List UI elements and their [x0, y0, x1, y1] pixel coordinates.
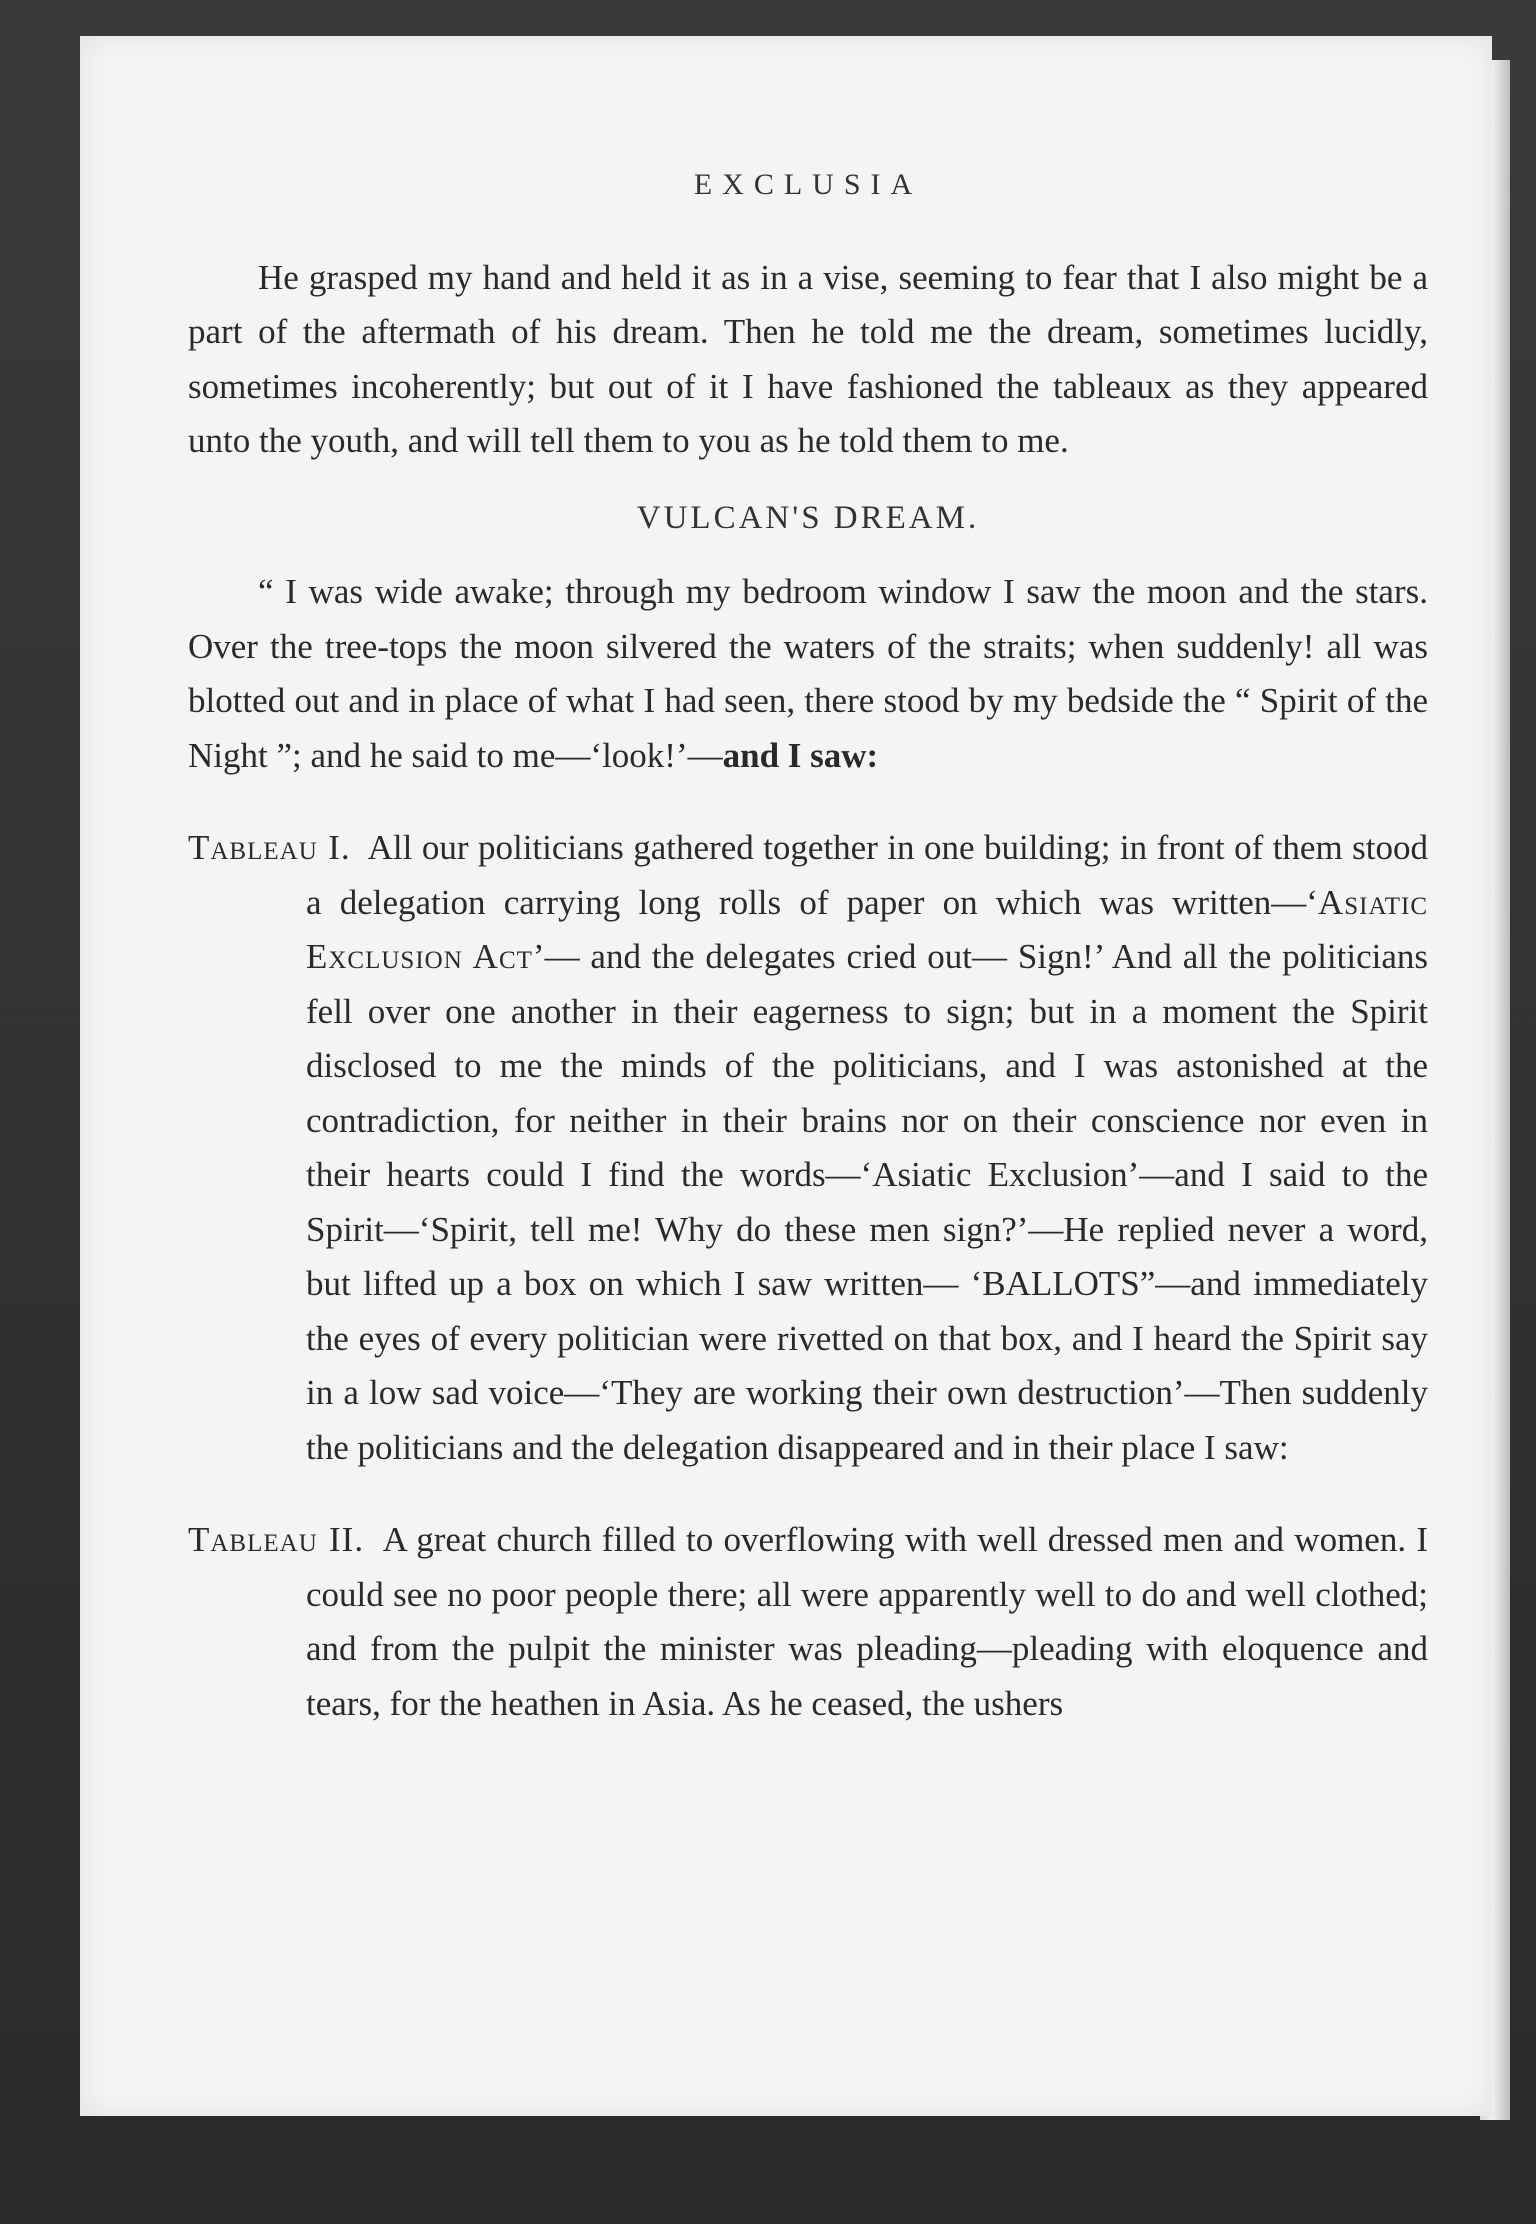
intro-paragraph: He grasped my hand and held it as in a vise, seeming to fear that I also might be a part of the aftermath of his dream. Then he told me the dream, sometimes lucidly, sometimes incoherently; but out of it I have fashioned the tableaux as they appeared unto the youth, and will tell them to you as he told them to me.	[188, 257, 1428, 460]
tableau-2-label: Tableau II.	[188, 1520, 365, 1559]
tableau-2	[188, 1513, 1428, 1731]
dream-paragraph	[188, 565, 1428, 783]
running-head: EXCLUSIA	[693, 168, 923, 201]
book-page	[80, 36, 1492, 2116]
dream-paragraph-end: and I saw:	[722, 735, 879, 775]
tableau-1-label: Tableau I.	[188, 828, 351, 867]
tableau-1-text-a: All our politicians gathered together in one building; in front of them stood a delegation carrying long rolls of paper on which was written—‘	[306, 828, 1428, 922]
tableau-1-act-name: Asiatic Exclusion Act	[306, 882, 1428, 976]
section-title: VULCAN'S DREAM.	[636, 499, 980, 536]
dream-paragraph-text: “ I was wide awake; through my bedroom window I saw the moon and the stars. Over the tree-tops the moon silvered the waters of the straits; when suddenly! all was blotted out and in place of what I had seen, there stood by my bedside the “ Spirit of the Night ”; and he said to me—‘look!’—	[188, 572, 1428, 775]
tableau-1	[188, 821, 1428, 1475]
tableau-1-text-b: ’— and the delegates cried out— Sign!’ And all the politicians fell over one another in their eagerness to sign; but in a moment the Spirit disclosed to me the minds of the politicians, and I was astonished at the contradiction, for neither in their brains nor on their conscience nor even in their hearts could I find the words—‘Asiatic Exclusion’—and I said to the Spirit—‘Spirit, tell me! Why do these men sign?’—He replied never a word, but lifted up a box on which I saw written— ‘BALLOTS”—and immediately the eyes of every politician were rivetted on that box, and I heard the Spirit say in a low sad voice—‘They are working their own destruction’—Then suddenly the politicians and the delegation disappeared and in their place I saw:	[306, 937, 1429, 1467]
page-content	[188, 116, 1428, 1731]
tableau-2-text: A great church filled to overflowing with well dressed men and women. I could see no poor people there; all were apparently well to do and well clothed; and from the pulpit the minister was pleading—pleading with eloquence and tears, for the heathen in Asia. As he ceased, the ushers	[306, 1520, 1428, 1723]
